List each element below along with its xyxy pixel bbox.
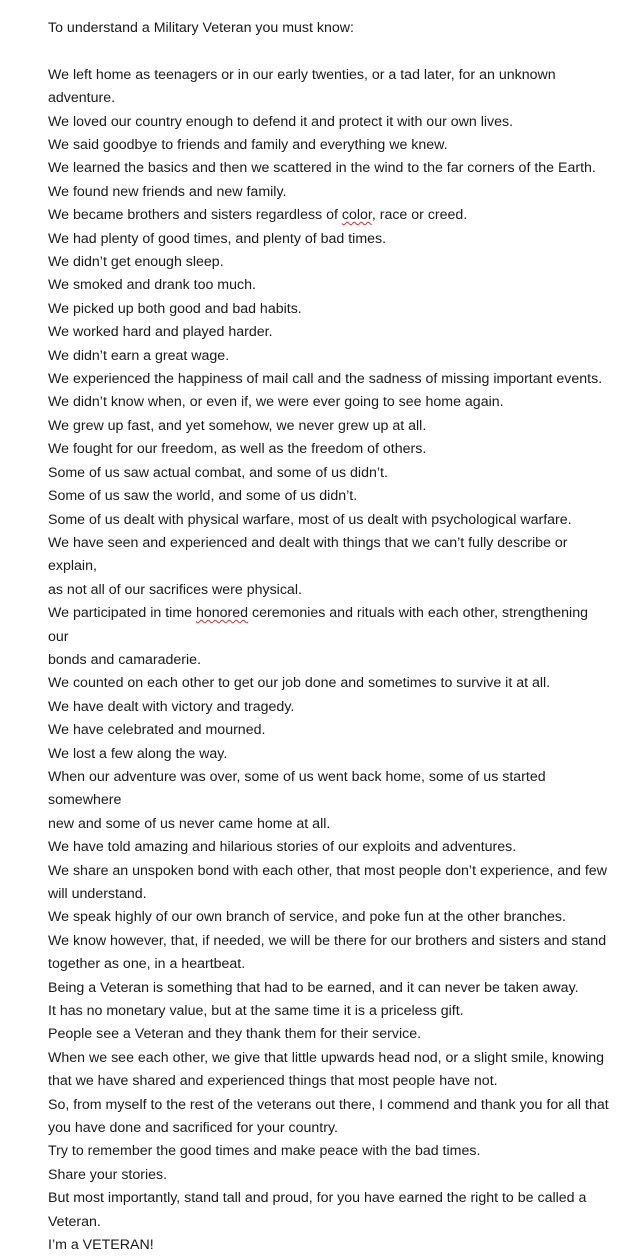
sentence-line: When we see each other, we give that little upwards head nod, or a slight smile, knowing bbox=[48, 1049, 604, 1066]
sentence-line-continued: together as one, in a heartbeat. bbox=[48, 956, 246, 973]
sentence-line: We left home as teenagers or in our early twenties, or a tad later, for an unknown bbox=[48, 66, 556, 83]
sentence-line: We experienced the happiness of mail call and the sadness of missing important events. bbox=[48, 371, 603, 388]
sentence-line: We had plenty of good times, and plenty of bad times. bbox=[48, 230, 387, 247]
sentence-line: We didn’t get enough sleep. bbox=[48, 254, 224, 271]
spellcheck-flagged-word: honored bbox=[196, 605, 249, 622]
sentence-line: We found new friends and new family. bbox=[48, 183, 287, 200]
sentence-line: We picked up both good and bad habits. bbox=[48, 300, 302, 317]
sentence-line: We fought for our freedom, as well as the freedom of others. bbox=[48, 441, 427, 458]
document-heading: To understand a Military Veteran you must know: bbox=[48, 20, 354, 36]
sentence-line: We lost a few along the way. bbox=[48, 745, 228, 762]
sentence-line: Being a Veteran is something that had to be earned, and it can never be taken away. bbox=[48, 979, 579, 996]
sentence-line: Some of us saw actual combat, and some of us didn’t. bbox=[48, 464, 388, 481]
sentence-line: But most importantly, stand tall and proud, for you have earned the right to be called a bbox=[48, 1190, 587, 1207]
sentence-line: We have told amazing and hilarious stories of our exploits and adventures. bbox=[48, 839, 517, 856]
sentence-line: We counted on each other to get our job done and sometimes to survive it at all. bbox=[48, 675, 551, 692]
sentence-line-continued: Veteran. bbox=[48, 1213, 101, 1230]
sentence-line-continued: bonds and camaraderie. bbox=[48, 651, 202, 668]
sentence-line: So, from myself to the rest of the veterans out there, I commend and thank you for all that bbox=[48, 1096, 609, 1113]
sentence-line: We speak highly of our own branch of service, and poke fun at the other branches. bbox=[48, 909, 566, 926]
sentence-line: Some of us saw the world, and some of us didn’t. bbox=[48, 488, 358, 505]
sentence-line-continued: new and some of us never came home at all. bbox=[48, 815, 331, 832]
sentence-line: We share an unspoken bond with each other, that most people don’t experience, and few bbox=[48, 862, 607, 879]
sentence-line: We know however, that, if needed, we will be there for our brothers and sisters and stand bbox=[48, 932, 607, 949]
document-body bbox=[48, 64, 609, 1258]
sentence-line: Some of us dealt with physical warfare, most of us dealt with psychological warfare. bbox=[48, 511, 572, 528]
sentence-line: We didn’t know when, or even if, we were ever going to see home again. bbox=[48, 394, 504, 411]
sentence-line: People see a Veteran and they thank them for their service. bbox=[48, 1026, 422, 1043]
sentence-line: We grew up fast, and yet somehow, we never grew up at all. bbox=[48, 417, 427, 434]
sentence-line: We said goodbye to friends and family and everything we knew. bbox=[48, 137, 448, 154]
sentence-line-continued: will understand. bbox=[48, 886, 147, 903]
sentence-line: We participated in time honored ceremonies and rituals with each other, strengthening our bbox=[48, 605, 588, 645]
sentence-line: We smoked and drank too much. bbox=[48, 277, 256, 294]
sentence-line: We became brothers and sisters regardless of color, race or creed. bbox=[48, 207, 468, 224]
sentence-line: We have seen and experienced and dealt with things that we can’t fully describe or explain, bbox=[48, 534, 568, 575]
sentence-line-continued: adventure. bbox=[48, 90, 116, 107]
sentence-line: We didn’t earn a great wage. bbox=[48, 347, 230, 364]
sentence-line: Try to remember the good times and make peace with the bad times. bbox=[48, 1143, 481, 1160]
sentence-line: It has no monetary value, but at the same time it is a priceless gift. bbox=[48, 1003, 464, 1020]
sentence-line: We have dealt with victory and tragedy. bbox=[48, 698, 295, 715]
sentence-line-continued: you have done and sacrificed for your country. bbox=[48, 1120, 338, 1137]
sentence-line-continued: that we have shared and experienced things that most people have not. bbox=[48, 1073, 498, 1090]
sentence-line: I’m a VETERAN! bbox=[48, 1237, 154, 1254]
sentence-line: When our adventure was over, some of us went back home, some of us started somewhere bbox=[48, 768, 546, 809]
sentence-line: Share your stories. bbox=[48, 1166, 168, 1183]
sentence-line: We loved our country enough to defend it and protect it with our own lives. bbox=[48, 113, 514, 130]
spellcheck-flagged-word: color bbox=[341, 207, 372, 224]
sentence-line: We learned the basics and then we scattered in the wind to the far corners of the Earth. bbox=[48, 160, 596, 177]
sentence-line: We worked hard and played harder. bbox=[48, 324, 273, 341]
sentence-line-continued: as not all of our sacrifices were physical. bbox=[48, 581, 302, 598]
sentence-line: We have celebrated and mourned. bbox=[48, 722, 266, 739]
